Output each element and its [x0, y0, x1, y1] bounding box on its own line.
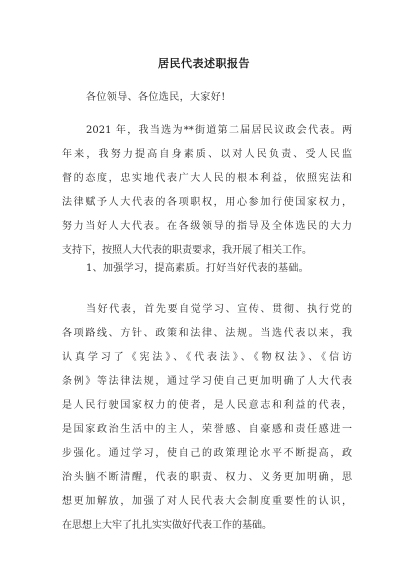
paragraph-line: 年来，我努力提高自身素质、以对人民负责、受人民监 [62, 149, 352, 160]
document-title: 居民代表述职报告 [158, 57, 250, 70]
paragraph-line: 治头脑不断清醒，代表的职责、权力、义务更加明确，思 [62, 472, 352, 483]
paragraph-line: 是人民行驶国家权力的使者，是人民意志和利益的代表， [62, 400, 352, 411]
greeting-text: 各位领导、各位选民，大家好! [86, 92, 226, 103]
paragraph-line: 各项路线、方针、政策和法律、法规。当选代表以来，我 [62, 328, 352, 339]
paragraph-line: 督的态度，忠实地代表广大人民的根本利益，依照宪法和 [62, 173, 352, 184]
paragraph-line: 法律赋予人大代表的各项职权，用心参加行使国家权力， [62, 197, 352, 208]
paragraph-line: 想更加解放，加强了对人民代表大会制度重要性的认识， [62, 496, 352, 507]
paragraph-line: 条例》等法律法规，通过学习使自己更加明确了人大代表 [62, 376, 352, 387]
paragraph-line: 当好代表，首先要自觉学习、宣传、贯彻、执行党的 [86, 304, 352, 315]
paragraph-intro [62, 119, 352, 263]
paragraph-study [62, 298, 352, 538]
section-heading: 1、加强学习，提高素质。打好当好代表的基础。 [86, 263, 309, 274]
paragraph-line: 认真学习了《宪法》、《代表法》、《物权法》、《信访 [62, 352, 352, 363]
paragraph-line: 在思想上大牢了扎扎实实做好代表工作的基础。 [62, 520, 272, 531]
paragraph-line: 努力当好人大代表。在各级领导的指导及全体选民的大力 [62, 221, 352, 232]
paragraph-line: 支持下，按照人大代表的职责要求，我开展了相关工作。 [62, 245, 312, 256]
paragraph-line: 步强化。通过学习，使自己的政策理论水平不断提高，政 [62, 448, 352, 459]
paragraph-line: 2021 年，我当选为**街道第二届居民议政会代表。两 [86, 125, 352, 136]
paragraph-line: 是国家政治生活中的主人，荣誉感、自豪感和责任感进一 [62, 424, 352, 435]
